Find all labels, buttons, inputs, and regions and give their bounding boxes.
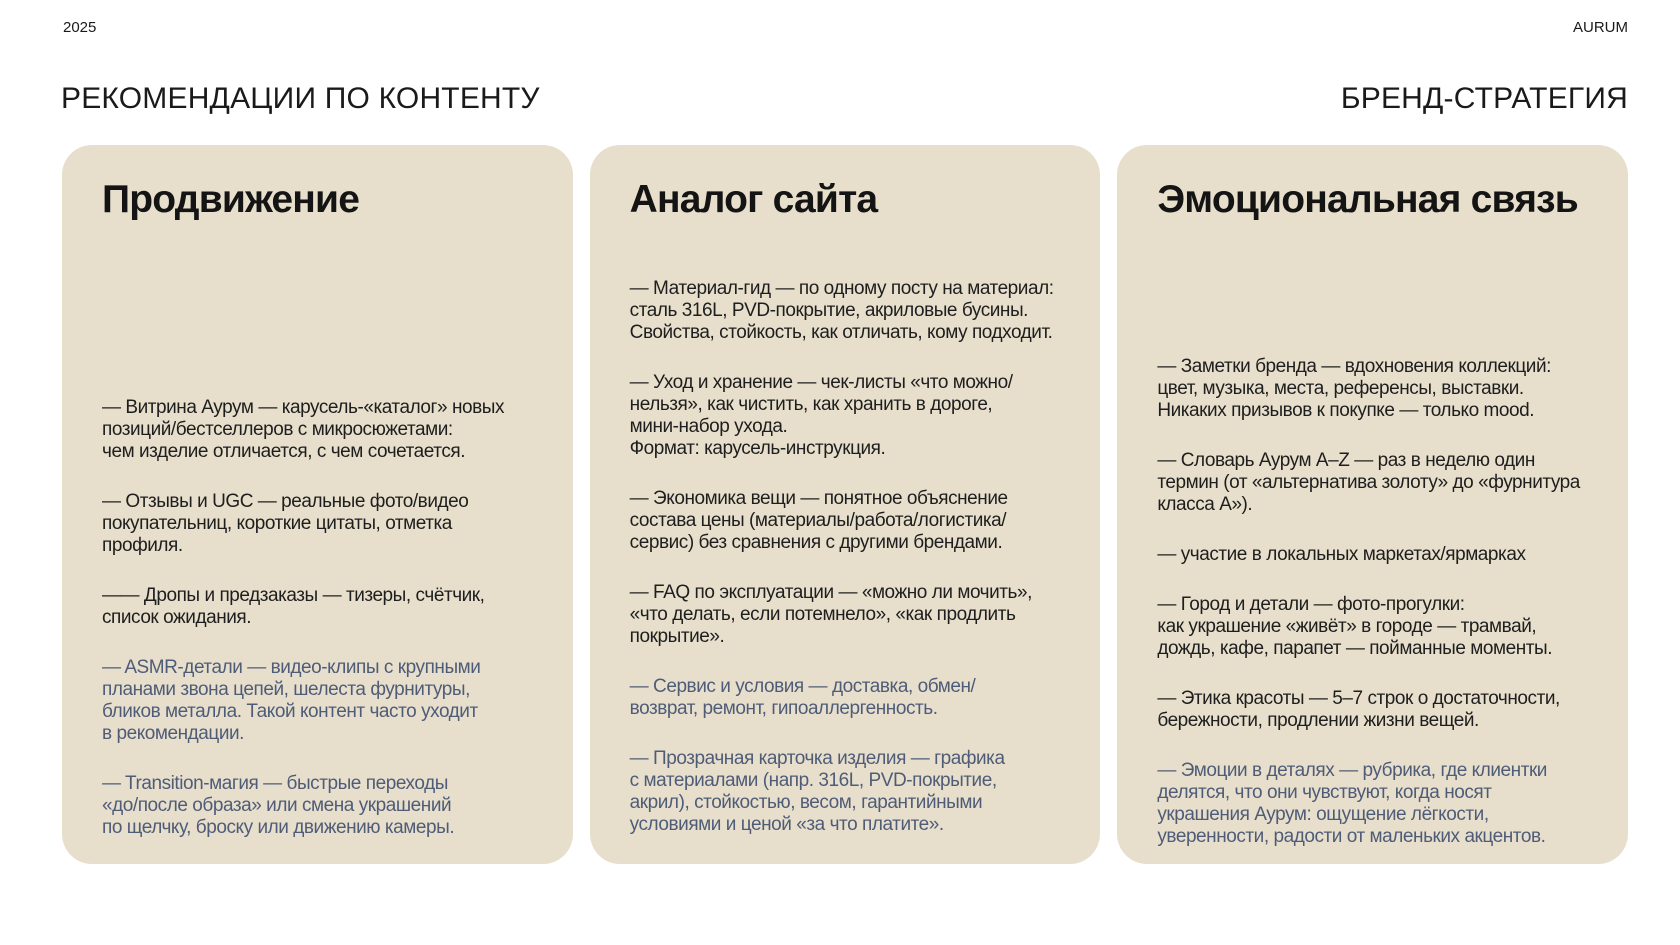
- list-item: — Материал-гид — по одному посту на материал: сталь 316L, PVD-покрытие, акриловые бусины. Свойства, стойкость, как отличать, кому подходит.: [629, 278, 1054, 343]
- list-item: — Заметки бренда — вдохновения коллекций: цвет, музыка, места, референсы, выставки. Никаких призывов к покупке — только mood.: [1157, 356, 1551, 421]
- list-item: — Эмоции в деталях — рубрика, где клиентки делятся, что они чувствуют, когда носят украшения Аурум: ощущение лёгкости, уверенности, радости от маленьких акцентов.: [1157, 760, 1547, 847]
- list-item: — Сервис и условия — доставка, обмен/ возврат, ремонт, гипоаллергенность.: [629, 676, 976, 719]
- list-item: — Этика красоты — 5–7 строк о достаточности, бережности, продлении жизни вещей.: [1157, 688, 1560, 731]
- year-label: 2025: [63, 19, 97, 36]
- list-item: — ASMR-детали — видео-клипы с крупными планами звона цепей, шелеста фурнитуры, бликов металла. Такой контент часто уходит в рекомендации.: [102, 657, 481, 744]
- card-emotional-connection: [1117, 145, 1628, 864]
- list-item: — Transition-магия — быстрые переходы «до/после образа» или смена украшений по щелчку, броску или движению камеры.: [102, 773, 455, 838]
- list-item: — Уход и хранение — чек-листы «что можно/ нельзя», как чистить, как хранить в дороге, мини-набор ухода. Формат: карусель-инструкция.: [629, 372, 1013, 459]
- list-item: —— Дропы и предзаказы — тизеры, счётчик, список ожидания.: [102, 585, 485, 628]
- card-items: [1157, 356, 1602, 876]
- brand-label: AURUM: [1573, 19, 1628, 36]
- card-title: Эмоциональная связь: [1157, 178, 1578, 221]
- list-item: — FAQ по эксплуатации — «можно ли мочить», «что делать, если потемнело», «как продлить покрытие».: [629, 582, 1032, 647]
- list-item: — участие в локальных маркетах/ярмарках: [1157, 544, 1526, 565]
- list-item: — Экономика вещи — понятное объяснение состава цены (материалы/работа/логистика/ сервис) без сравнения с другими брендами.: [629, 488, 1008, 553]
- section-title: РЕКОМЕНДАЦИИ ПО КОНТЕНТУ: [61, 82, 540, 115]
- list-item: — Словарь Аурум A–Z — раз в неделю один термин (от «альтернатива золоту» до «фурнитура класса А»).: [1157, 450, 1580, 515]
- list-item: — Город и детали — фото-прогулки: как украшение «живёт» в городе — трамвай, дождь, кафе, парапет — пойманные моменты.: [1157, 594, 1553, 659]
- list-item: — Витрина Аурум — карусель-«каталог» новых позиций/бестселлеров с микросюжетами: чем изделие отличается, с чем сочетается.: [102, 397, 505, 462]
- section-category: БРЕНД-СТРАТЕГИЯ: [1340, 82, 1628, 115]
- card-title: Аналог сайта: [629, 178, 878, 221]
- list-item: — Прозрачная карточка изделия — графика с материалами (напр. 316L, PVD-покрытие, акрил), стойкостью, весом, гарантийными условиями и ценой «за что платите».: [629, 748, 1005, 835]
- list-item: — Отзывы и UGC — реальные фото/видео покупательниц, короткие цитаты, отметка профиля.: [102, 491, 469, 556]
- cards-row: [62, 145, 1628, 864]
- card-site-analog: [590, 145, 1101, 864]
- card-promotion: [62, 145, 573, 864]
- card-title: Продвижение: [102, 178, 360, 221]
- card-items: [630, 278, 1075, 864]
- card-items: [102, 397, 547, 867]
